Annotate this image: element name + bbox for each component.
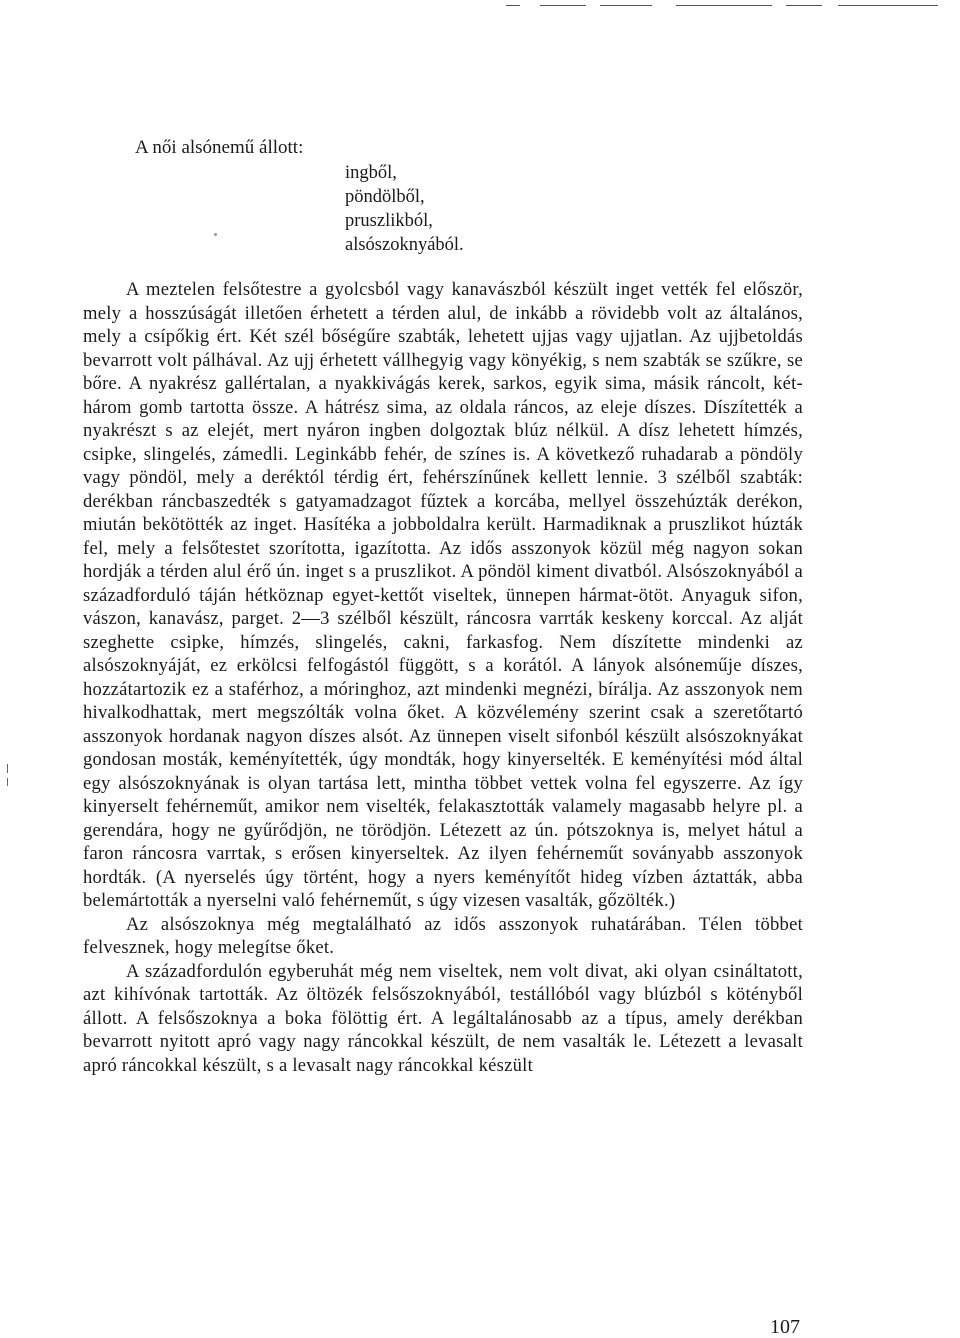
paragraph: A meztelen felsőtestre a gyolcsból vagy kanavászból készült inget vették fel először, mely a hosszúságát illetően érhetett a térden alul, de inkább a rövidebb volt az általános, mely a csípőkig ért. Két szél bőségűre szabták, lehetett ujjas vagy ujjatlan. Az ujjbetoldás bevarrott volt pálhával. Az ujj érhetett vállhegyig vagy könyékig, s nem szabták se szűkre, se bőre. A nyakrész gallértalan, a nyakkivágás kerek, sarkos, egyik sima, másik ráncolt, két-három gomb tartotta össze. A hátrész sima, az oldala ráncos, az eleje díszes. Díszítették a nyakrészt s az elejét, mert nyáron ingben dolgoztak blúz nélkül. A dísz lehetett hímzés, csipke, slingelés, zámedli. Leginkább fehér, de színes is. A következő ruhadarab a pöndöly vagy pöndöl, mely a deréktól térdig ért, fehérszínűnek kellett lennie. 3 szélből szabták: derékban ráncbaszedték s gatyamadzagot fűztek a korcába, mellyel összehúzták derékon, miután bekötötték az inget. Hasítéka a jobboldalra került. Harmadiknak a pruszlikot húzták fel, mely a felsőtestet szorította, igazította. Az idős asszonyok közül még nagyon sokan hordják a térden alul érő ún. inget s a pruszlikot. A pöndöl kiment divatból. Alsószoknyából a századforduló táján hétköznap egyet-kettőt viseltek, ünnepen hármat-ötöt. Anyaguk sifon, vászon, kanavász, parget. 2—3 szélből készült, ráncosra varrták keskeny korccal. Az alját szeghette csipke, hímzés, slingelés, cakni, farkasfog. Nem díszítette mindenki az alsószoknyáját, ez erkölcsi felfogástól függött, s a korától. A lányok alsóneműje díszes, hozzátartozik ez a staférhoz, a móringhoz, azt mindenki megnézi, bírálja. Az asszonyok nem hivalkodhattak, mert megszólták volna őket. A közvélemény szerint csak a szeretőtartó asszonyok hordanak nagyon díszes alsót. Az ünnepen viselt sifonból készült alsószoknyákat gondosan mosták, keményítették, úgy mondták, hogy kinyerselték. E keményítési mód által egy alsószoknyának is olyan tartása lett, mintha többet vettek volna fel egyszerre. Az így kinyerselt fehérneműt, amikor nem viselték, felakasztották valamely magasabb helyre pl. a gerendára, hogy ne gyűrődjön, ne törödjön. Létezett az ún. pótszoknya is, melyet hátul a faron ráncosra varrtak, s erősen kinyerseltek. Az ilyen fehérneműt soványabb asszonyok hordták. (A nyerselés úgy történt, hogy a nyers keményítőt hideg vízben áztatták, abba belemártották a nyerselni való fehérneműt, s úgy vizesen vasalták, gőzölték.) (83, 279, 803, 911)
top-scan-rule (506, 5, 520, 6)
page-number: 107 (770, 1316, 800, 1338)
scan-speck (214, 233, 217, 236)
margin-mark (7, 778, 8, 786)
garment-list (345, 161, 464, 257)
top-scan-rule (786, 5, 822, 6)
list-item: alsószoknyából. (345, 235, 464, 255)
paragraph: A századfordulón egyberuhát még nem viseltek, nem volt divat, aki olyan csináltatott, azt kihívónak tartották. Az öltözék felsőszoknyából, testállóból vagy blúzból s kötényből állott. A felsőszoknya a boka fölöttig ért. A legáltalánosabb az a típus, amely derékban bevarrott nyitott apró vagy nagy ráncokkal készült, de nem vasalták le. Létezett a levasalt apró ráncokkal készült, s a levasalt nagy ráncokkal készült (83, 960, 803, 1076)
list-item: pruszlikból, (345, 211, 433, 231)
top-scan-rule (838, 5, 938, 6)
top-scan-rule (540, 5, 586, 6)
margin-mark (7, 764, 8, 773)
paragraph: Az alsószoknya még megtalálható az idős asszonyok ruhatárában. Télen többet felvesznek, hogy melegítse őket. (83, 913, 803, 958)
intro-line: A női alsónemű állott: (135, 137, 304, 158)
body-text (83, 278, 803, 1077)
list-item: pöndölből, (345, 187, 425, 207)
top-scan-rule (600, 5, 652, 6)
list-item: ingből, (345, 163, 397, 183)
top-scan-rule (676, 5, 772, 6)
